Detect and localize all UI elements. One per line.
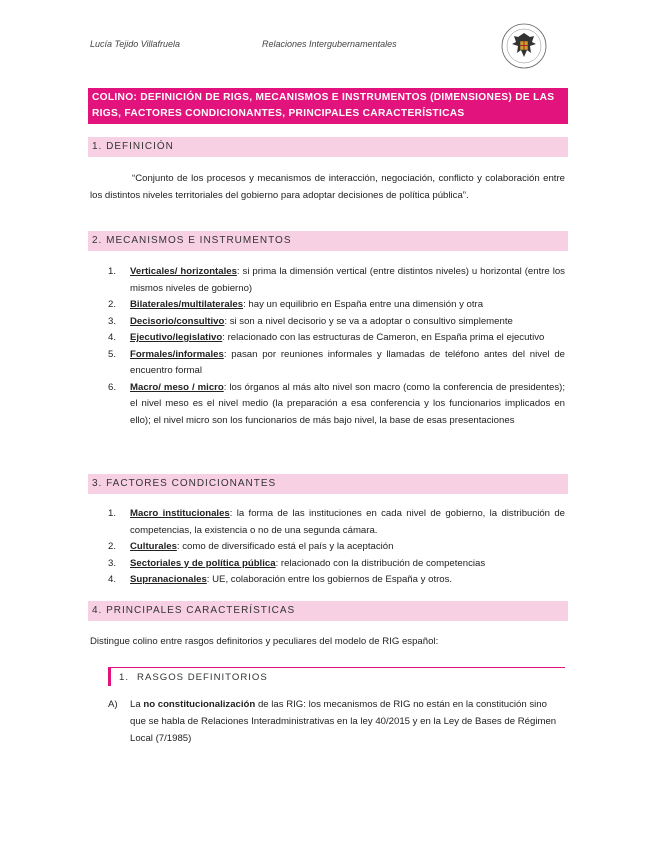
list-item: 4. Supranacionales: UE, colaboración entre los gobiernos de España y otros.	[108, 574, 453, 585]
list-item: 5. Formales/informales: pasan por reuniones informales y llamadas de teléfono antes del nivel de encuentro formal	[108, 348, 565, 376]
list-item: 4. Ejecutivo/legislativo: relacionado con las estructuras de Cameron, en España prima el ejecutivo	[108, 332, 545, 343]
list-item-a	[108, 696, 565, 747]
subsection-number: 1.	[119, 672, 130, 683]
list-item: 2. Bilaterales/multilaterales: hay un equilibrio en España entre una dimensión y otra	[108, 299, 484, 310]
header-author: Lucía Tejido Villafruela	[90, 39, 181, 49]
factores-list	[108, 506, 565, 589]
mecanismos-list	[108, 264, 565, 429]
section-heading-factores: 3. FACTORES CONDICIONANTES	[88, 474, 568, 494]
definition-paragraph: “Conjunto de los procesos y mecanismos de interacción, negociación, conflicto y colaboración entre los distintos niveles territoriales del gobierno para adoptar decisiones de política pública”.	[90, 173, 565, 201]
subsection-heading-rasgos	[108, 667, 565, 686]
section-heading-definicion: 1. DEFINICIÓN	[88, 137, 568, 157]
document-title: COLINO: DEFINICIÓN DE RIGS, MECANISMOS E INSTRUMENTOS (DIMENSIONES) DE LAS RIGS, FACTORES CONDICIONANTES, PRINCIPALES CARACTERÍSTICAS	[88, 88, 568, 124]
list-item: 1. Macro institucionales: la forma de las instituciones en cada nivel de gobierno, la distribución de competencias, la existencia o no de una segunda cámara.	[108, 508, 565, 536]
section-heading-caracteristicas: 4. PRINCIPALES CARACTERÍSTICAS	[88, 601, 568, 621]
caracteristicas-intro: Distingue colino entre rasgos definitorios y peculiares del modelo de RIG español:	[90, 636, 439, 647]
item-label: A)	[108, 699, 118, 710]
header-topic: Relaciones Intergubernamentales	[262, 39, 397, 49]
subsection-title: RASGOS DEFINITORIOS	[137, 672, 268, 683]
university-seal-icon	[500, 22, 548, 70]
list-item: 3. Sectoriales y de política pública: relacionado con la distribución de competencias	[108, 557, 486, 569]
item-text: La no constitucionalización de las RIG: los mecanismos de RIG no están en la constitución sino que se habla de Relaciones Interadministrativas en la ley 40/2015 y en la Ley de Bases de Régimen Local (7/1985)	[130, 699, 557, 744]
list-item: 2. Culturales: como de diversificado está el país y la aceptación	[108, 541, 394, 552]
list-item: 1. Verticales/ horizontales: si prima la dimensión vertical (entre distintos niveles) u horizontal (entre los mismos niveles de gobierno)	[108, 266, 565, 294]
list-item: 3. Decisorio/consultivo: si son a nivel decisorio y se va a adoptar o consultivo simplemente	[108, 315, 513, 327]
list-item: 6. Macro/ meso / micro: los órganos al más alto nivel son macro (como la conferencia de presidentes); el nivel meso es el nivel medio (la preparación a esa conferencia y los funcionarios implicados en ello); el nivel micro son los funcionarios de más bajo nivel, la base de esas presentaciones	[108, 381, 565, 426]
section-heading-mecanismos: 2. MECANISMOS E INSTRUMENTOS	[88, 231, 568, 251]
